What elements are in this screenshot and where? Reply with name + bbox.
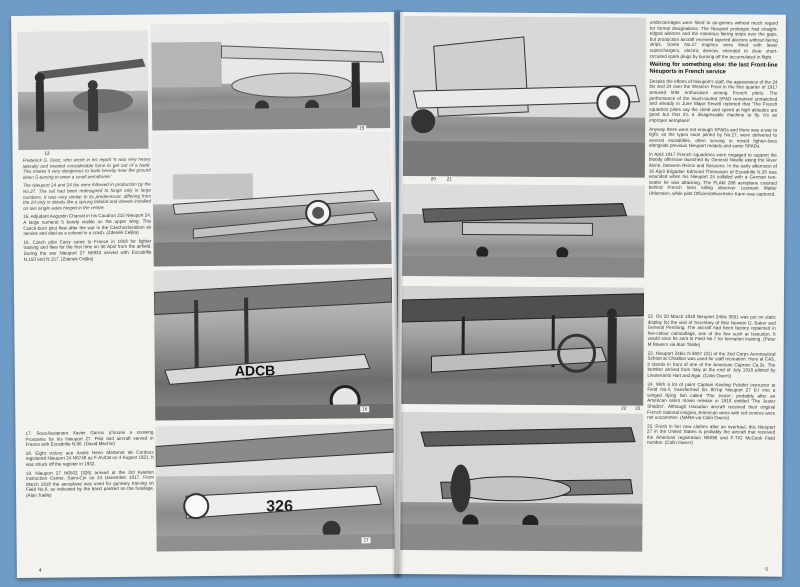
photo-biplane-field [151,22,390,130]
photo-number: 20 [429,176,438,182]
page-number: 5 [765,566,769,573]
body-text-top: undercarriages were fitted to air-gemes without much regard for formal designations. The Nieuport prototype had straight-edged ailerons and the notorious fairing strips over the gaps, but production aircraft received tapered ailerons without fairing strips. Some No.27 engines were fitted with lower superchargers, electric devices intended to clear short-circuited spark plugs by burning off the accumulated in flight. [649,19,778,60]
caption-25: 25. Fresh in her new clothes after an overhaul, this Nieuport 27 in the United States is probably the aircraft that received the American registration N6098 and F-TIG McCook Field number. (Colin Owers) [646,423,776,446]
caption-15: The Nieuport 24 and 24 bis were followed in production by the No.27. The tail had been redesigned to hinge only in large numbers. It was very similar to its predecessor, differing from the 24 only in details like a sprung tailskid and wheels installed on two single axles hinged in the centre. [22,181,152,211]
photo-number: 22 [619,406,628,412]
photo-number: 17 [362,537,371,543]
fuselage-marking: ADCB [234,362,276,379]
body-text-mid: Despite the efforts of Nieuport's staff, the appearance of the 24 bis and 24 over the Western Front in the first quarter of 1917 aroused little enthusiasm among French pilots. The performance of the much-touted SPAD remained unmatched and already in June Major Sewell reported that 'The French squadron pilots say the climb and speed at high altitudes are good but that it's a disagreeable machine to fly. It's an improper aeroplane'. [649,78,778,123]
right-page [396,12,786,577]
left-text-column [23,157,154,428]
photo-number: 13 [42,151,51,157]
body-text-mid3: In April 1917 French squadrons were engaged to support the bloody offensive launched by General Nivelle along the River Aisne, between Reims and Soissons. In the early afternoon of 16 April Brigadier Edmond Thomassin of Escadrille N.26 was wounded when his Nieuport 24 collided with a German two-seater he was attacking. The FLAbt 288 aeroplane crashed behind French lines killing observer Leutnant Walter Uhlemann, while pilot Offizierstellvertreter Karm was captured. [648,151,777,197]
right-text-column [648,20,778,311]
page-number: 4 [38,567,42,574]
left-page [11,12,400,578]
svg-text:326: 326 [266,498,294,516]
photo-nieuport-326 [155,424,394,551]
photo-number: 23 [633,406,642,412]
right-text-column-lower [646,314,776,570]
photo-pilots-with-biplane [17,31,148,150]
photo-number: 16 [360,406,369,412]
body-text-mid2: Anyway there were not enough SPADs and there was a war to fight, so the types soon joined by No.27, were delivered to several escadrilles, often serving in mixed fighter-lines alongside previous Nieuport models and some SPADs. [649,126,778,149]
caption-17: 17. Sous-lieutenant Xavier Garros (choose a snowing Proscenio for his Nieuport 27. Pilot and aircraft served in France with Escadrille N.90. (David Mechin) [25,429,154,448]
left-text-column-lower [25,430,154,571]
photo-nieuport-roundel-ground [403,16,646,178]
caption-13: Frederick G. Dietz, who wrote in his report 'It was very heavy laterally and needed considerable force to get out of a bank. This makes it very dangerous to bank heavily near the ground when S-turning to enter a small aerodrome.' [22,156,151,180]
photo-nieuport-adcb [154,268,394,420]
caption-24: 24. With a lot of paint Captain Keeling Pulsifer instructor at Field No.4, transformed his 80-hp Nieuport 27 B.I into a winged flying fish called 'The Jester', probably after an American silent movie release in 1918 entitled 'The Jester Shadrin'. Although Issoudun aircraft received their original French national insignia, American wires with red centres were not uncommon. (NARA via Colin Owers) [647,381,776,421]
caption-16: 16. Adjudant Augustin Charvat in his Caudron 215 Nieuport 24. A large numeral 5 barely visible on the upper wing. This Czech-born pilot flew after the war in the Czechoslovakian air service and died as a colonel in a crash. (Zdenek Celjka) [23,212,152,237]
photo-biplane-hangars [402,184,645,278]
caption-19: 19. Nieuport 27 N6502 (326) arrived at the 3rd Aviation Instruction Center, Saint-Cyr on 24 December 1917. From March 1918 the aeroplane was used for gunnery training on Field No.8, as indicated by the band painted on the fuselage. (Alan Toelle) [25,469,155,498]
photo-nieuport-with-pilot [401,286,644,406]
caption-22: 22. On 20 March 1918 Nieuport 24bis 3651 was put on static display for the visit of Secretary of War Newton D. Baker and General Pershing. The aircraft had been factory repainted in five-colour camouflage, one of the few such at Issoudun. It would soon be sent to Field No.7 for formation training. (Peter M Bowers via Alan Toelle) [647,313,776,348]
photo-number: 21 [445,176,454,182]
photo-nieuport-bottom [400,412,643,552]
caption-16b: 16. Czech pilot Carry came to France in 1918 for fighter training and flew for the first time on 30 April from the airfield. During the war Nieuport 27 N5933 served with Escadrille N.150 and N.157. (Zdenek Celjka) [23,238,152,262]
photo-number: 15 [357,125,366,131]
caption-18: 18. Eight victory ace André Henri Martenot de Cordoux registered Nieuport 24 N6748 as F-AUCB on 4 August 1921. It was struck off the register in 1932. [25,449,154,467]
photo-nieuport-roundel [152,132,391,266]
caption-23: 23. Nieuport 24bis N.3657 (31) of the 2nd Corps Aeronautical School at Chatillon was used for staff recreation. Here at CAS, it stands in front of one of the American Caproni Ca.3s. The bomber arrived from Italy at the end of July 1918 piloted by Lieutenants Hart and Agar. (Colin Owers) [647,350,776,379]
book-gutter [392,10,404,578]
section-heading: Waiting for something else: the last Front-line Nieuports in French service [649,61,778,76]
